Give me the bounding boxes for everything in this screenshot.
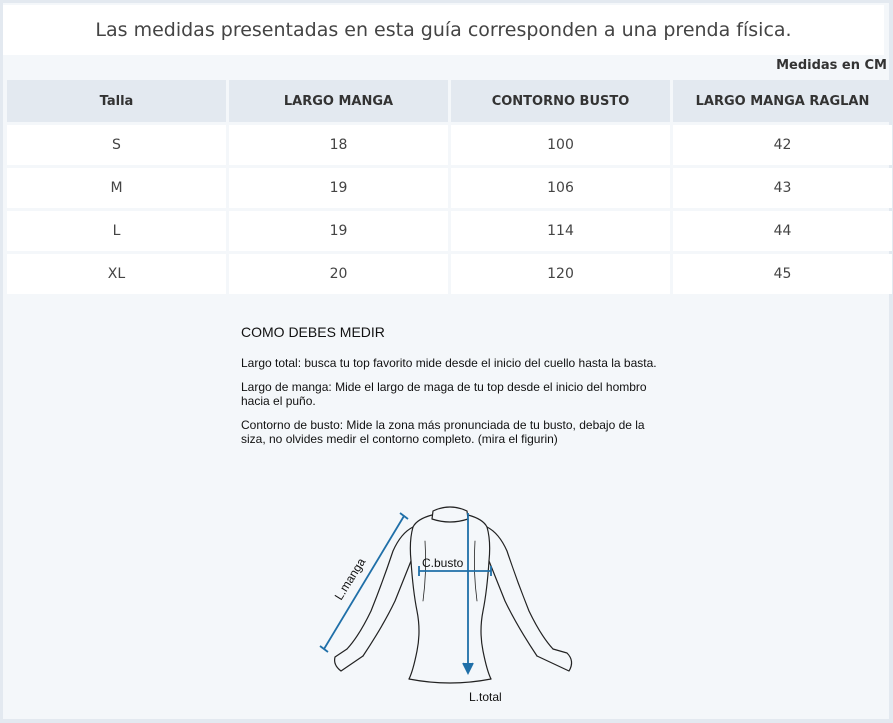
instruction-bust: Contorno de busto: Mide la zona más pronunciada de tu busto, debajo de la siza, no olvides medir el contorno completo. (mira el figurin) — [241, 418, 645, 446]
cell-raglan-sleeve: 42 — [673, 125, 892, 165]
cell-raglan-sleeve: 44 — [673, 211, 892, 251]
table-row — [7, 211, 892, 251]
column-header-bust: CONTORNO BUSTO — [451, 80, 670, 122]
cell-size: M — [7, 168, 226, 208]
notice-banner — [3, 5, 884, 55]
cell-sleeve-length: 18 — [229, 125, 448, 165]
cell-bust: 120 — [451, 254, 670, 294]
cell-bust: 114 — [451, 211, 670, 251]
sleeve-length-line — [324, 516, 404, 649]
unit-note: Medidas en CM — [776, 58, 887, 73]
table-row — [7, 254, 892, 294]
cell-sleeve-length: 19 — [229, 168, 448, 208]
instruction-sleeve-length: Largo de manga: Mide el largo de maga de tu top desde el inicio del hombro hacia el puño. — [241, 380, 647, 408]
garment-figure — [305, 501, 595, 711]
cell-sleeve-length: 19 — [229, 211, 448, 251]
size-table — [4, 77, 893, 297]
cell-raglan-sleeve: 45 — [673, 254, 892, 294]
notice-text: Las medidas presentadas en esta guía corresponden a una prenda física. — [95, 19, 792, 41]
garment-outline-icon — [335, 507, 572, 683]
measuring-guide — [5, 296, 887, 716]
column-header-sleeve-length: LARGO MANGA — [229, 80, 448, 122]
sleeve-label: L.manga — [331, 555, 369, 603]
cell-bust: 100 — [451, 125, 670, 165]
column-header-raglan-sleeve: LARGO MANGA RAGLAN — [673, 80, 892, 122]
cell-bust: 106 — [451, 168, 670, 208]
guide-title: COMO DEBES MEDIR — [241, 324, 385, 340]
table-header-row — [7, 80, 892, 122]
cell-size: L — [7, 211, 226, 251]
instruction-total-length: Largo total: busca tu top favorito mide desde el inicio del cuello hasta la basta. — [241, 356, 657, 370]
instructions — [241, 324, 661, 456]
table-row — [7, 125, 892, 165]
bust-label: C.busto — [422, 556, 464, 570]
cell-size: S — [7, 125, 226, 165]
total-length-label: L.total — [469, 690, 502, 704]
cell-sleeve-length: 20 — [229, 254, 448, 294]
cell-raglan-sleeve: 43 — [673, 168, 892, 208]
cell-size: XL — [7, 254, 226, 294]
column-header-size: Talla — [7, 80, 226, 122]
table-row — [7, 168, 892, 208]
